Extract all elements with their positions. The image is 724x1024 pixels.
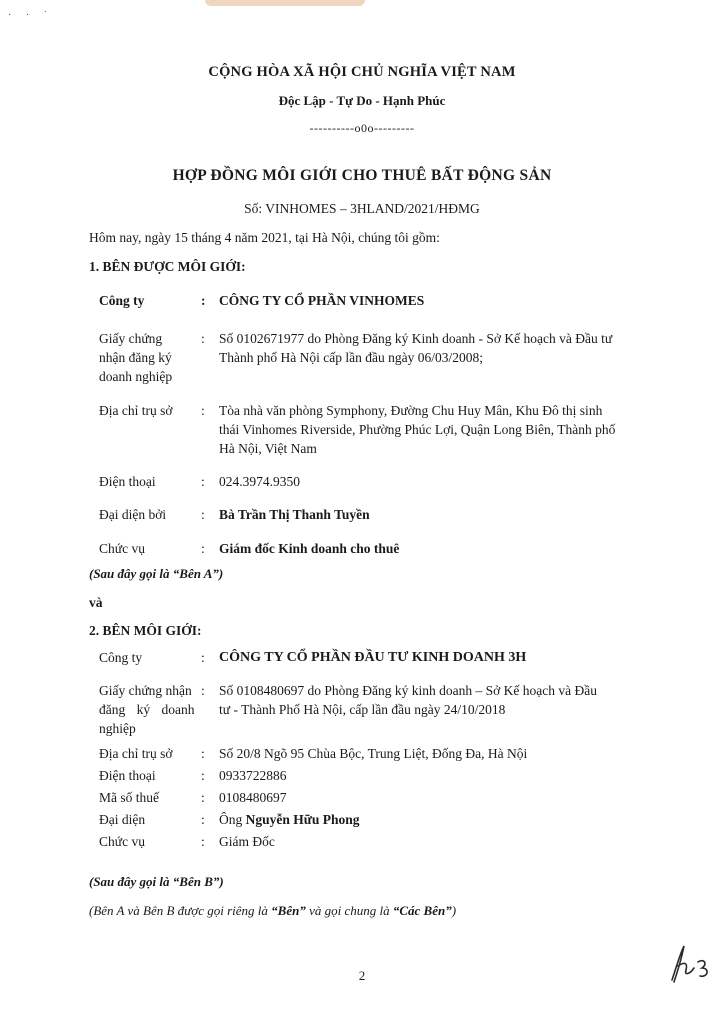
party-a-phone-label: Điện thoại	[99, 474, 156, 489]
party-b-rep-name: Nguyễn Hữu Phong	[245, 812, 360, 827]
party-a-alias-note: (Sau đây gọi là “Bên A”)	[89, 566, 224, 581]
final-note	[89, 903, 456, 919]
page-number: 2	[358, 968, 366, 983]
party-b-tax-value: 0108480697	[219, 790, 287, 805]
party-b-license-label-3: nghiệp	[99, 721, 136, 736]
party-a-license-label-2: nhận đăng ký	[99, 350, 172, 365]
colon: :	[201, 768, 205, 783]
party-b-license-value-2: tư - Thành Phố Hà Nội, cấp lần đầu ngày 24/10/2018	[219, 702, 506, 717]
colon: :	[201, 650, 205, 665]
intro-text: Hôm nay, ngày 15 tháng 4 năm 2021, tại Hà Nội, chúng tôi gồm:	[89, 230, 440, 245]
party-b-phone-label: Điện thoại	[99, 768, 156, 783]
party-a-address-value-2: thái Vinhomes Riverside, Phường Phúc Lợi, Quận Long Biên, Thành phố	[219, 422, 616, 437]
header-divider: ----------o0o---------	[309, 121, 415, 135]
party-b-tax-label: Mã số thuế	[99, 790, 159, 805]
final-note-part: )	[451, 903, 457, 918]
party-a-license-value-2: Thành phố Hà Nội cấp lần đầu ngày 06/03/2008;	[219, 350, 483, 365]
party-a-address-value-1: Tòa nhà văn phòng Symphony, Đường Chu Huy Mân, Khu Đô thị sinh	[219, 403, 603, 418]
party-a-rep-label: Đại diện bởi	[99, 507, 167, 522]
party-a-company-value: CÔNG TY CỔ PHẦN VINHOMES	[219, 293, 425, 308]
party-b-address-value: Số 20/8 Ngõ 95 Chùa Bộc, Trung Liệt, Đống Đa, Hà Nội	[219, 746, 528, 761]
contract-title: HỢP ĐỒNG MÔI GIỚI CHO THUÊ BẤT ĐỘNG SẢN	[172, 167, 552, 184]
party-a-license-label-1: Giấy chứng	[99, 331, 163, 346]
scan-specks: · · ˙	[8, 10, 53, 21]
party-b-license-label-1: Giấy chứng nhận	[99, 683, 192, 698]
party-a-address-label: Địa chỉ trụ sở	[99, 403, 173, 418]
final-note-part: và gọi chung là	[305, 903, 393, 918]
colon: :	[201, 474, 205, 489]
party-b-rep-prefix: Ông	[219, 812, 246, 827]
paper-stain	[205, 0, 365, 6]
party-b-company-value: CÔNG TY CỔ PHẦN ĐẦU TƯ KINH DOANH 3H	[219, 650, 527, 665]
nation-header: CỘNG HÒA XÃ HỘI CHỦ NGHĨA VIỆT NAM	[208, 64, 516, 80]
final-note-cac-ben: “Các Bên”	[392, 903, 452, 918]
party-b-phone-value: 0933722886	[219, 768, 287, 783]
party-a-phone-value: 024.3974.9350	[219, 474, 300, 489]
final-note-ben: “Bên”	[271, 903, 306, 918]
party-a-company-label: Công ty	[99, 293, 145, 308]
and-word: và	[89, 595, 103, 610]
party-a-position-label: Chức vụ	[99, 541, 145, 556]
party-b-license-value-1: Số 0108480697 do Phòng Đăng ký kinh doanh – Sở Kế hoạch và Đầu	[219, 683, 597, 698]
party-a-position-value: Giám đốc Kinh doanh cho thuê	[219, 541, 400, 556]
party-b-alias-note: (Sau đây gọi là “Bên B”)	[89, 874, 224, 889]
party-a-address-value-3: Hà Nội, Việt Nam	[219, 441, 317, 456]
party-a-rep-value: Bà Trần Thị Thanh Tuyền	[219, 507, 370, 522]
party-b-position-value: Giám Đốc	[219, 834, 275, 849]
final-note-part: (Bên A và Bên B được gọi riêng là	[89, 903, 272, 918]
colon: :	[201, 834, 205, 849]
party-b-address-label: Địa chỉ trụ sở	[99, 746, 173, 761]
party-b-rep-label: Đại diện	[99, 812, 146, 827]
party-b-license-label-2: đăng ký doanh	[99, 702, 195, 717]
party-b-company-label: Công ty	[99, 650, 143, 665]
party-b-position-label: Chức vụ	[99, 834, 145, 849]
colon: :	[201, 507, 205, 522]
colon: :	[201, 683, 205, 698]
motto-header: Độc Lập - Tự Do - Hạnh Phúc	[278, 93, 446, 108]
party-a-license-value-1: Số 0102671977 do Phòng Đăng ký Kinh doanh - Sở Kế hoạch và Đầu tư	[219, 331, 613, 346]
party-a-license-label-3: doanh nghiệp	[99, 369, 173, 384]
contract-number: Số: VINHOMES – 3HLAND/2021/HĐMG	[244, 201, 480, 216]
colon: :	[201, 293, 206, 308]
colon: :	[201, 746, 205, 761]
initials-signature	[658, 940, 718, 986]
party-b-rep-value	[219, 810, 649, 830]
colon: :	[201, 331, 205, 346]
party-a-heading: 1. BÊN ĐƯỢC MÔI GIỚI:	[89, 259, 246, 274]
colon: :	[201, 403, 205, 418]
colon: :	[201, 812, 205, 827]
party-b-heading: 2. BÊN MÔI GIỚI:	[89, 623, 202, 638]
colon: :	[201, 790, 205, 805]
colon: :	[201, 541, 205, 556]
